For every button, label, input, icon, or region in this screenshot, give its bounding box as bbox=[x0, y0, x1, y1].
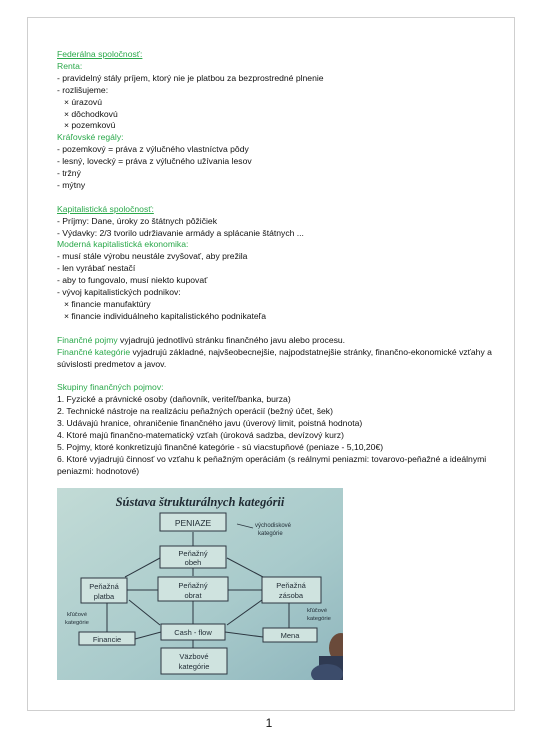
term-pojmy: Finančné pojmy bbox=[57, 334, 118, 345]
capitalist-line: - Príjmy: Dane, úroky zo štátnych pôžičiek bbox=[57, 215, 217, 226]
renta-line: - pravidelný stály príjem, ktorý nie je platbou za bezprostredné plnenie bbox=[57, 72, 324, 83]
structural-categories-diagram bbox=[57, 488, 343, 680]
note-klucove-right-2: kategórie bbox=[307, 616, 331, 622]
box-financie-label: Financie bbox=[92, 635, 122, 644]
group-item: 5. Pojmy, ktoré konkretizujú finančné kategórie - sú viacstupňové (peniaze - 5,10,20€) bbox=[57, 441, 384, 452]
box-zasoba-line2: zásoba bbox=[278, 591, 304, 600]
text-pojmy: vyjadrujú jednotlivú stránku finančného javu alebo procesu. bbox=[117, 334, 346, 345]
groups-heading: Skupiny finančných pojmov: bbox=[57, 382, 164, 393]
note-vychodiskove-1: východiskové bbox=[255, 523, 292, 529]
capitalist-heading: Kapitalistická spoločnosť: bbox=[57, 203, 154, 214]
renta-item: × pozemkovú bbox=[64, 120, 116, 131]
regaly-line: - pozemkový = práva z výlučného vlastníctva pôdy bbox=[57, 144, 249, 155]
note-klucove-left-1: kľúčové bbox=[67, 612, 88, 618]
box-obeh-line1: Peňažný bbox=[178, 549, 208, 558]
box-platba-line2: platba bbox=[93, 592, 115, 601]
box-obrat-line1: Peňažný bbox=[178, 581, 208, 590]
renta-item: × dôchodkovú bbox=[64, 108, 118, 119]
group-item: 6. Ktoré vyjadrujú činnosť vo vzťahu k peňažným operáciám (s reálnymi peniazmi: tovarovo-peňažné a ideálnymi peniazmi: hodnotové) bbox=[57, 453, 487, 476]
group-item: 2. Technické nástroje na realizáciu peňažných operácií (bežný účet, šek) bbox=[57, 406, 333, 417]
renta-label: Renta: bbox=[57, 60, 83, 71]
group-item: 3. Udávajú hranice, ohraničenie finančného javu (úverový limit, poistná hodnota) bbox=[57, 418, 363, 429]
modern-line: - musí stále výrobu neustále zvyšovať, aby prežila bbox=[57, 251, 248, 262]
box-mena-label: Mena bbox=[280, 631, 300, 640]
definition-pojmy bbox=[57, 335, 497, 347]
group-item: 1. Fyzické a právnické osoby (daňovník, veriteľ/banka, burza) bbox=[57, 394, 291, 405]
renta-item: × úrazovú bbox=[64, 96, 102, 107]
box-obeh-line2: obeh bbox=[184, 558, 202, 567]
modern-item: × financie manufaktúry bbox=[64, 299, 151, 310]
regaly-line: - lesný, lovecký = práva z výlučného užívania lesov bbox=[57, 156, 252, 167]
box-obrat-line2: obrat bbox=[184, 591, 202, 600]
regaly-line: - tržný bbox=[57, 168, 81, 179]
regaly-label: Kráľovské regály: bbox=[57, 132, 124, 143]
note-klucove-right-1: kľúčové bbox=[307, 608, 328, 614]
box-vazbove-line2: kategórie bbox=[178, 662, 210, 671]
diagram-photo bbox=[57, 488, 343, 680]
modern-line: - len vyrábať nestačí bbox=[57, 263, 136, 274]
modern-line: - vývoj kapitalistických podnikov: bbox=[57, 287, 181, 298]
modern-line: - aby to fungovalo, musí niekto kupovať bbox=[57, 275, 208, 286]
term-kategorie: Finančné kategórie bbox=[57, 346, 131, 357]
group-item: 4. Ktoré majú finančno-matematický vzťah (úroková sadzba, devízový kurz) bbox=[57, 429, 344, 440]
box-peniaze-label: PENIAZE bbox=[174, 518, 212, 528]
note-klucove-left-2: kategórie bbox=[65, 620, 89, 626]
note-vychodiskove-2: kategórie bbox=[258, 531, 283, 537]
text-kategorie: vyjadrujú základné, najvšeobecnejšie, najpodstatnejšie stránky, finančno-ekonomické vzťahy a súvislosti predmetov a javov. bbox=[57, 346, 492, 369]
regaly-line: - mýtny bbox=[57, 179, 86, 190]
modern-item: × financie individuálneho kapitalistického podnikateľa bbox=[64, 310, 266, 321]
box-cashflow-label: Cash - flow bbox=[174, 628, 212, 637]
box-vazbove-line1: Väzbové bbox=[179, 652, 209, 661]
box-platba-line1: Peňažná bbox=[89, 582, 119, 591]
diagram-title: Sústava štrukturálnych kategórii bbox=[115, 495, 285, 509]
page-number: 1 bbox=[265, 716, 273, 730]
federal-heading: Federálna spoločnosť: bbox=[57, 49, 143, 59]
renta-line: - rozlišujeme: bbox=[57, 84, 109, 95]
modern-label: Moderná kapitalistická ekonomika: bbox=[57, 239, 189, 250]
definition-kategorie bbox=[57, 347, 497, 371]
box-zasoba-line1: Peňažná bbox=[276, 581, 306, 590]
notes-text bbox=[57, 49, 497, 478]
capitalist-line: - Výdavky: 2/3 tvorilo udržiavanie armády a splácanie štátnych ... bbox=[57, 227, 304, 238]
